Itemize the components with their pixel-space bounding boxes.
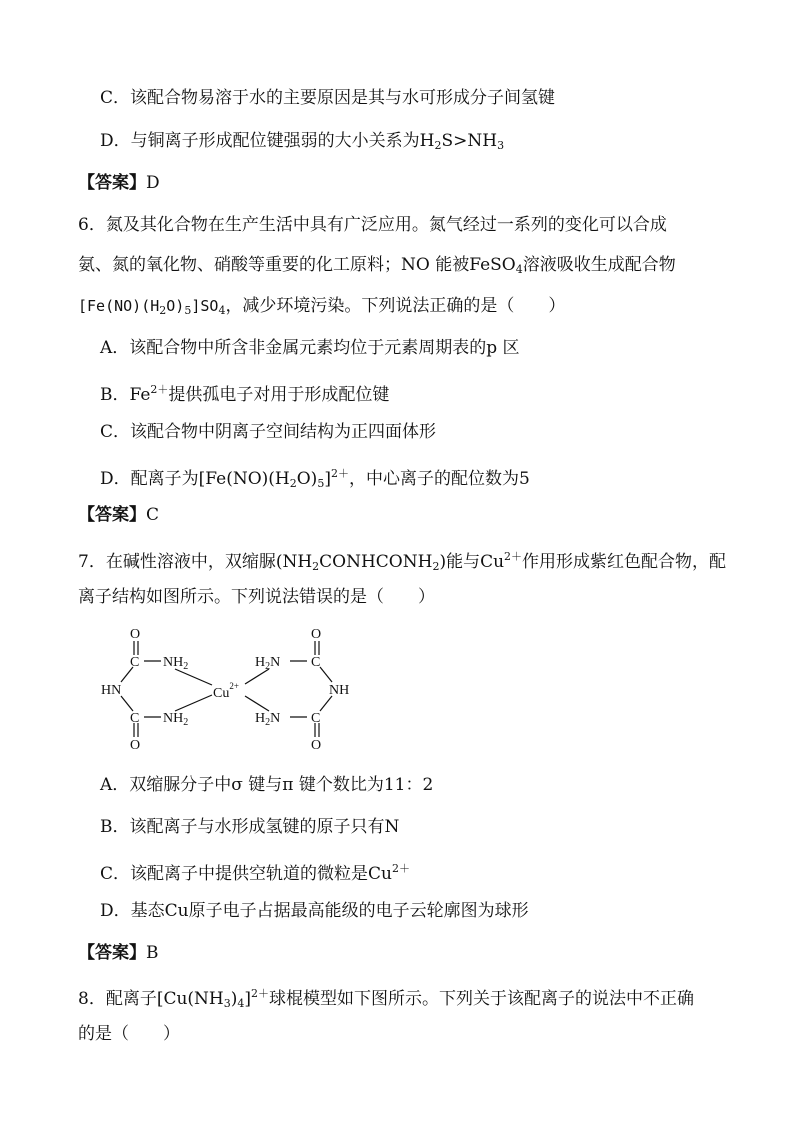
q7-stem-line1: 7．在碱性溶液中，双缩脲$(NH_2CONHCONH_2)$能与$Cu^{2+}$作用形成紫红色配合物，配 xyxy=(78,550,727,573)
q7-answer: 【答案】B xyxy=(78,943,159,963)
q6-option-a: A．该配合物中所含非金属元素均位于元素周期表的p 区 xyxy=(100,338,520,358)
atom-c-left-bottom: C xyxy=(130,711,140,726)
atom-c-right-top: C xyxy=(311,655,321,670)
atom-c-right-bottom: C xyxy=(311,711,321,726)
q5-answer: 【答案】D xyxy=(78,173,160,193)
atom-h2n-right-top: $H_2N$ xyxy=(255,655,281,672)
q6-stem-line3: $[Fe(NO)(H_2O)_5]SO_4$，减少环境污染。下列说法正确的是（ ） xyxy=(78,296,566,317)
q6-option-b: B．$Fe^{2+}$提供孤电子对用于形成配位键 xyxy=(100,383,390,405)
q5-option-d: D．与铜离子形成配位键强弱的大小关系为$H_2S>NH_3$ xyxy=(100,131,505,152)
q8-stem-line1: 8．配离子$[Cu(NH_3)_4]^{2+}$球棍模型如下图所示。下列关于该配离子的说法中不正确 xyxy=(78,987,695,1010)
q6-answer: 【答案】C xyxy=(78,505,160,525)
q7-option-d: D．基态Cu原子电子占据最高能级的电子云轮廓图为球形 xyxy=(100,901,529,921)
q6-option-d: D．配离子为$[Fe(NO)(H_2O)_5]^{2+}$，中心离子的配位数为5 xyxy=(100,467,530,490)
atom-o-right-bottom: O xyxy=(311,738,322,753)
q6-stem-line2: 氨、氮的氧化物、硝酸等重要的化工原料；NO 能被FeSO$_4$溶液吸收生成配合物 xyxy=(78,255,676,276)
atom-c-left-top: C xyxy=(130,655,140,670)
q6-option-c: C．该配合物中阴离子空间结构为正四面体形 xyxy=(100,422,437,442)
atom-o-right-top: O xyxy=(311,627,322,642)
atom-o-left-top: O xyxy=(130,627,141,642)
q7-option-a: A．双缩脲分子中σ 键与π 键个数比为11：2 xyxy=(100,775,434,795)
biuret-copper-complex-structure xyxy=(95,622,375,757)
atom-nh2-left-bottom: $NH_2$ xyxy=(163,711,189,728)
atom-nh-right: NH xyxy=(329,683,350,698)
q6-stem-line1: 6．氮及其化合物在生产生活中具有广泛应用。氮气经过一系列的变化可以合成 xyxy=(78,215,667,235)
atom-cu-center: $Cu^{2+}$ xyxy=(213,681,239,701)
atom-hn-left: HN xyxy=(101,683,122,698)
q5-option-c: C．该配合物易溶于水的主要原因是其与水可形成分子间氢键 xyxy=(100,88,556,108)
q7-option-c: C．该配离子中提供空轨道的微粒是$Cu^{2+}$ xyxy=(100,862,410,884)
q7-option-b: B．该配离子与水形成氢键的原子只有N xyxy=(100,817,400,837)
atom-o-left-bottom: O xyxy=(130,738,141,753)
q8-stem-line2: 的是（ ） xyxy=(78,1024,180,1044)
q7-stem-line2: 离子结构如图所示。下列说法错误的是（ ） xyxy=(78,587,435,607)
atom-h2n-right-bottom: $H_2N$ xyxy=(255,711,281,728)
atom-nh2-left-top: $NH_2$ xyxy=(163,655,189,672)
